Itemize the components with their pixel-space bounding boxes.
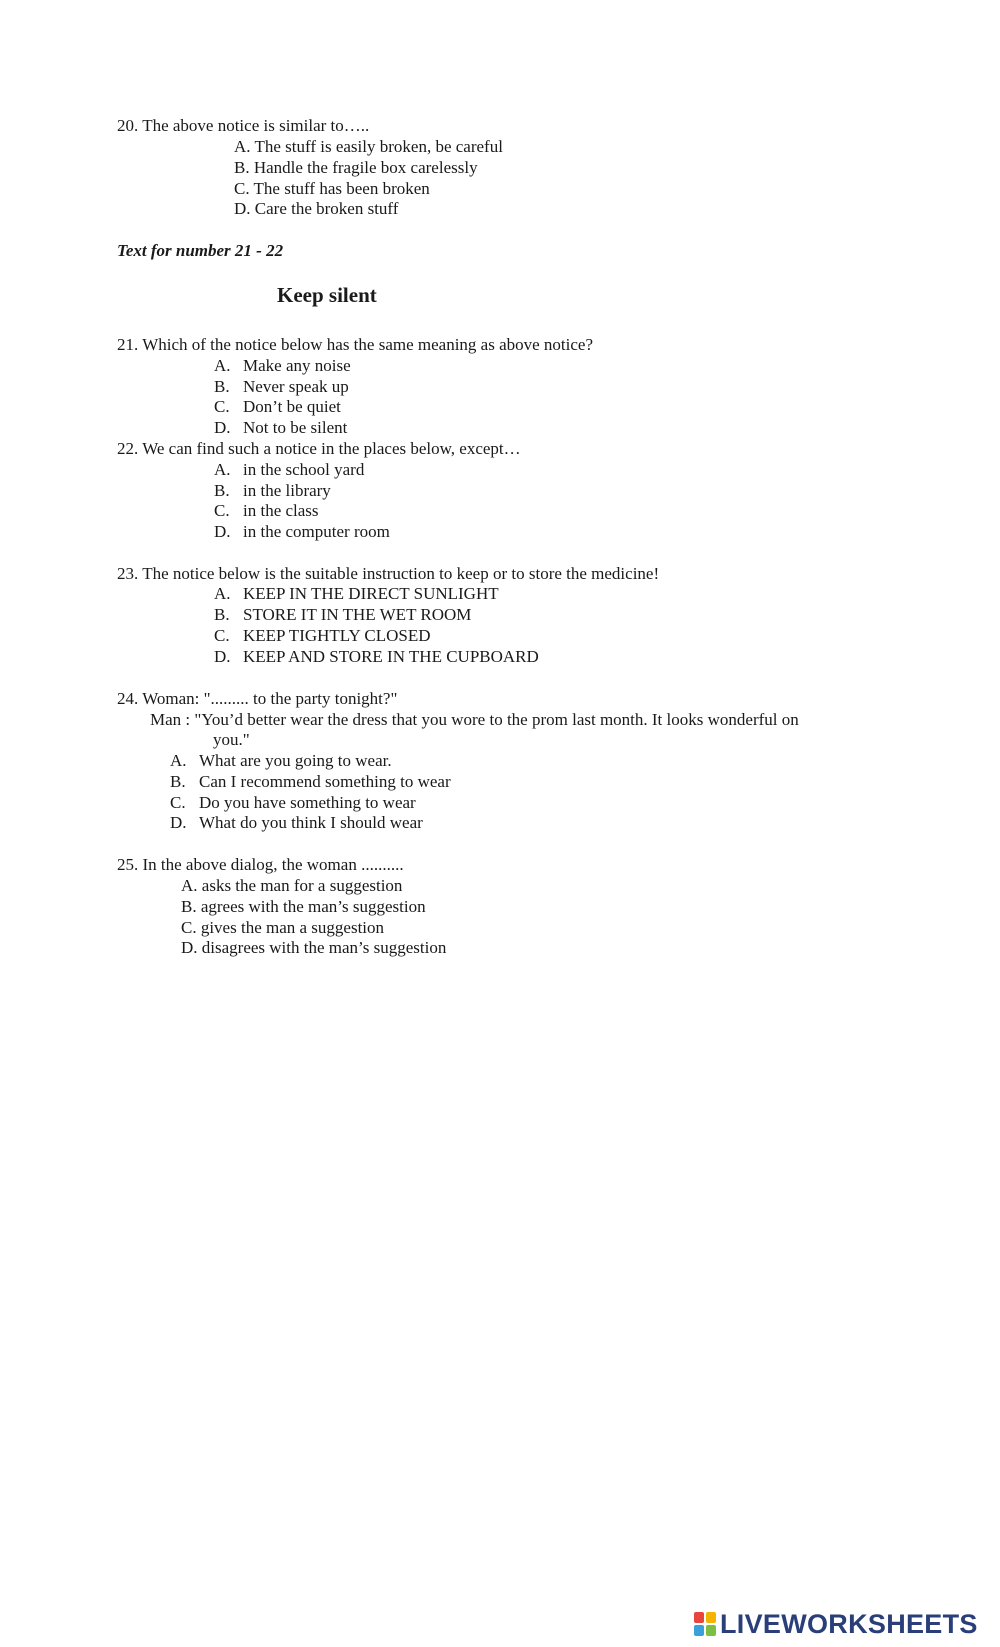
option-text: in the school yard: [243, 460, 365, 479]
logo-square: [706, 1625, 716, 1636]
option-text: STORE IT IN THE WET ROOM: [243, 605, 472, 624]
question-24: 24. Woman: "......... to the party tonight?": [117, 689, 398, 708]
option-letter: A.: [170, 751, 187, 770]
question-25: 25. In the above dialog, the woman ..........: [117, 855, 404, 874]
logo-square: [694, 1612, 704, 1623]
option-letter: D.: [214, 522, 231, 541]
question-20: 20. The above notice is similar to…..: [117, 116, 370, 135]
option-letter: C.: [170, 793, 186, 812]
logo-square: [706, 1612, 716, 1623]
q23-option-c: [214, 626, 431, 646]
q24-man-line-continued: you.": [213, 730, 250, 749]
option-letter: D.: [170, 813, 187, 832]
q24-man-line: Man : "You’d better wear the dress that you wore to the prom last month. It looks wonderful on: [150, 710, 799, 729]
q22-option-b: [214, 481, 331, 501]
q21-option-c: [214, 397, 341, 417]
option-letter: B.: [170, 772, 186, 791]
logo-text: LIVEWORKSHEETS: [720, 1608, 978, 1639]
logo-mark-icon: [694, 1612, 716, 1636]
question-21: 21. Which of the notice below has the same meaning as above notice?: [117, 335, 593, 354]
notice-title: Keep silent: [277, 283, 377, 307]
q21-option-a: [214, 356, 351, 376]
option-letter: A.: [214, 460, 231, 479]
option-letter: B.: [214, 481, 230, 500]
q20-option-a: A. The stuff is easily broken, be careful: [234, 137, 503, 156]
option-text: in the library: [243, 481, 331, 500]
question-23: 23. The notice below is the suitable instruction to keep or to store the medicine!: [117, 564, 660, 583]
option-letter: C.: [214, 501, 230, 520]
q22-option-a: [214, 460, 364, 480]
q25-option-c: C. gives the man a suggestion: [181, 918, 385, 937]
q23-option-b: [214, 605, 471, 625]
option-text: Do you have something to wear: [199, 793, 416, 812]
liveworksheets-logo[interactable]: [694, 1608, 978, 1639]
option-text: Make any noise: [243, 356, 351, 375]
option-letter: A.: [214, 356, 231, 375]
q25-option-a: A. asks the man for a suggestion: [181, 876, 403, 895]
option-letter: B.: [214, 605, 230, 624]
q24-option-b: [170, 772, 451, 792]
option-text: Can I recommend something to wear: [199, 772, 451, 791]
option-text: Don’t be quiet: [243, 397, 341, 416]
option-letter: B.: [214, 377, 230, 396]
option-letter: D.: [214, 418, 231, 437]
option-text: in the class: [243, 501, 319, 520]
option-text: What do you think I should wear: [199, 813, 423, 832]
q23-option-d: [214, 647, 539, 667]
q22-option-c: [214, 501, 319, 521]
option-text: KEEP IN THE DIRECT SUNLIGHT: [243, 584, 499, 603]
q24-option-c: [170, 793, 416, 813]
q24-option-a: [170, 751, 392, 771]
option-text: KEEP TIGHTLY CLOSED: [243, 626, 431, 645]
text-heading: Text for number 21 - 22: [117, 241, 284, 260]
option-letter: C.: [214, 626, 230, 645]
option-letter: C.: [214, 397, 230, 416]
q20-option-d: D. Care the broken stuff: [234, 199, 399, 218]
q21-option-b: [214, 377, 349, 397]
option-text: in the computer room: [243, 522, 390, 541]
q21-option-d: [214, 418, 347, 438]
option-letter: D.: [214, 647, 231, 666]
q24-option-d: [170, 813, 423, 833]
q23-option-a: [214, 584, 499, 604]
q20-option-b: B. Handle the fragile box carelessly: [234, 158, 478, 177]
option-text: Not to be silent: [243, 418, 348, 437]
q20-option-c: C. The stuff has been broken: [234, 179, 430, 198]
option-text: What are you going to wear.: [199, 751, 392, 770]
q25-option-d: D. disagrees with the man’s suggestion: [181, 938, 447, 957]
option-letter: A.: [214, 584, 231, 603]
question-22: 22. We can find such a notice in the places below, except…: [117, 439, 521, 458]
option-text: Never speak up: [243, 377, 349, 396]
logo-square: [694, 1625, 704, 1636]
q25-option-b: B. agrees with the man’s suggestion: [181, 897, 426, 916]
option-text: KEEP AND STORE IN THE CUPBOARD: [243, 647, 539, 666]
q22-option-d: [214, 522, 390, 542]
